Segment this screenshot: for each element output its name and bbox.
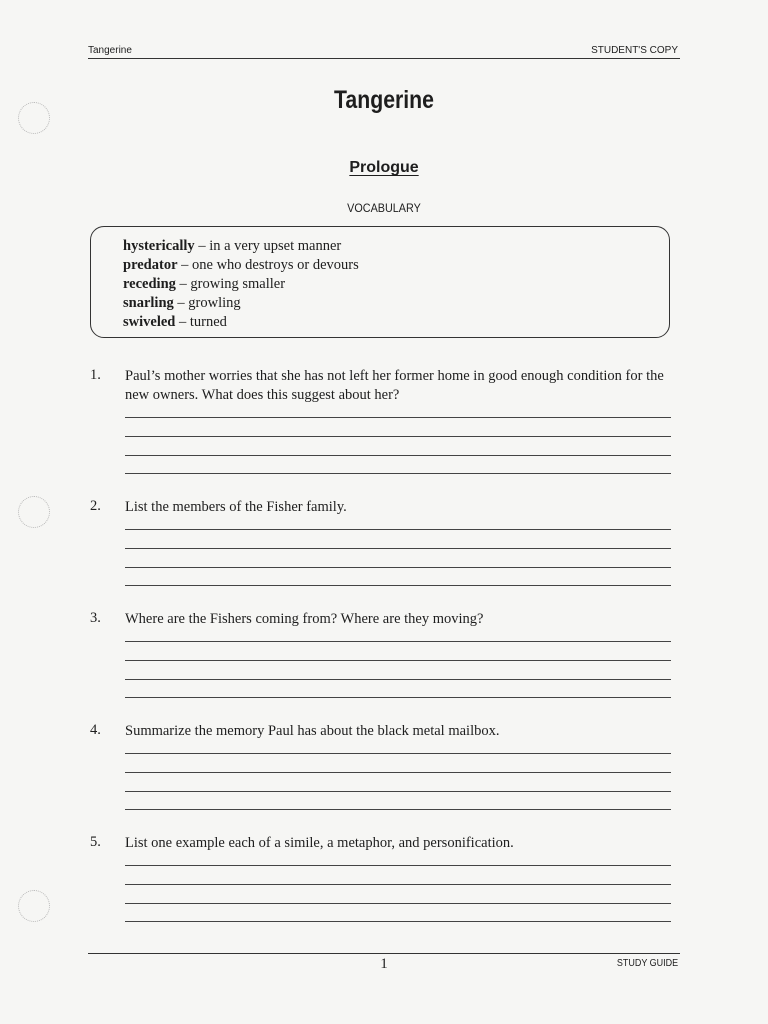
vocabulary-item <box>123 294 669 313</box>
page-title: Tangerine <box>334 86 434 114</box>
page-number: 1 <box>380 956 388 972</box>
vocabulary-item <box>123 256 669 275</box>
question-number: 3. <box>90 610 101 626</box>
answer-line[interactable] <box>125 753 671 754</box>
page-header <box>88 45 678 56</box>
footer-rule <box>88 953 680 954</box>
vocabulary-word: receding <box>123 276 176 292</box>
answer-line[interactable] <box>125 772 671 773</box>
answer-line[interactable] <box>125 884 671 885</box>
vocabulary-definition: – growing smaller <box>175 276 286 292</box>
answer-line[interactable] <box>125 903 671 904</box>
answer-line[interactable] <box>125 548 671 549</box>
binder-hole-bottom <box>18 890 50 922</box>
vocabulary-item <box>123 237 669 256</box>
vocabulary-box <box>90 226 670 338</box>
vocabulary-word: swiveled <box>123 314 176 330</box>
question-number: 1. <box>90 367 101 383</box>
answer-line[interactable] <box>125 679 671 680</box>
question-number: 2. <box>90 498 101 514</box>
answer-line[interactable] <box>125 455 671 456</box>
question-text: List the members of the Fisher family. <box>125 499 347 515</box>
vocabulary-word: predator <box>123 257 178 273</box>
answer-line[interactable] <box>125 567 671 568</box>
vocabulary-definition: – in a very upset manner <box>194 238 342 254</box>
answer-line[interactable] <box>125 417 671 418</box>
answer-line[interactable] <box>125 473 671 474</box>
answer-line[interactable] <box>125 865 671 866</box>
header-rule <box>88 58 680 59</box>
question-text: List one example each of a simile, a metaphor, and personification. <box>125 835 514 851</box>
question-text: Where are the Fishers coming from? Where are they moving? <box>125 611 484 627</box>
chapter-title <box>0 159 768 177</box>
vocabulary-definition: – turned <box>175 314 227 330</box>
vocabulary-label: VOCABULARY <box>347 201 421 215</box>
question-number: 5. <box>90 834 101 850</box>
binder-hole-top <box>18 102 50 134</box>
vocabulary-word: snarling <box>123 295 174 311</box>
vocabulary-definition: – one who destroys or devours <box>177 257 359 273</box>
question-number: 4. <box>90 722 101 738</box>
answer-line[interactable] <box>125 809 671 810</box>
answer-line[interactable] <box>125 436 671 437</box>
chapter-title-text: Prologue <box>349 159 419 176</box>
answer-line[interactable] <box>125 660 671 661</box>
answer-line[interactable] <box>125 921 671 922</box>
footer-label: STUDY GUIDE <box>616 958 678 969</box>
header-title: Tangerine <box>88 45 132 56</box>
answer-line[interactable] <box>125 697 671 698</box>
vocabulary-word: hysterically <box>123 238 195 254</box>
vocabulary-definition: – growling <box>173 295 241 311</box>
answer-line[interactable] <box>125 791 671 792</box>
answer-line[interactable] <box>125 585 671 586</box>
question-text: Summarize the memory Paul has about the black metal mailbox. <box>125 723 500 739</box>
header-copy-label: STUDENT'S COPY <box>591 45 678 56</box>
vocabulary-item <box>123 313 669 332</box>
question-text: Paul’s mother worries that she has not left her former home in good enough condition for the new owners. What does this suggest about her? <box>125 368 664 403</box>
answer-line[interactable] <box>125 529 671 530</box>
vocabulary-item <box>123 275 669 294</box>
answer-line[interactable] <box>125 641 671 642</box>
binder-hole-middle <box>18 496 50 528</box>
